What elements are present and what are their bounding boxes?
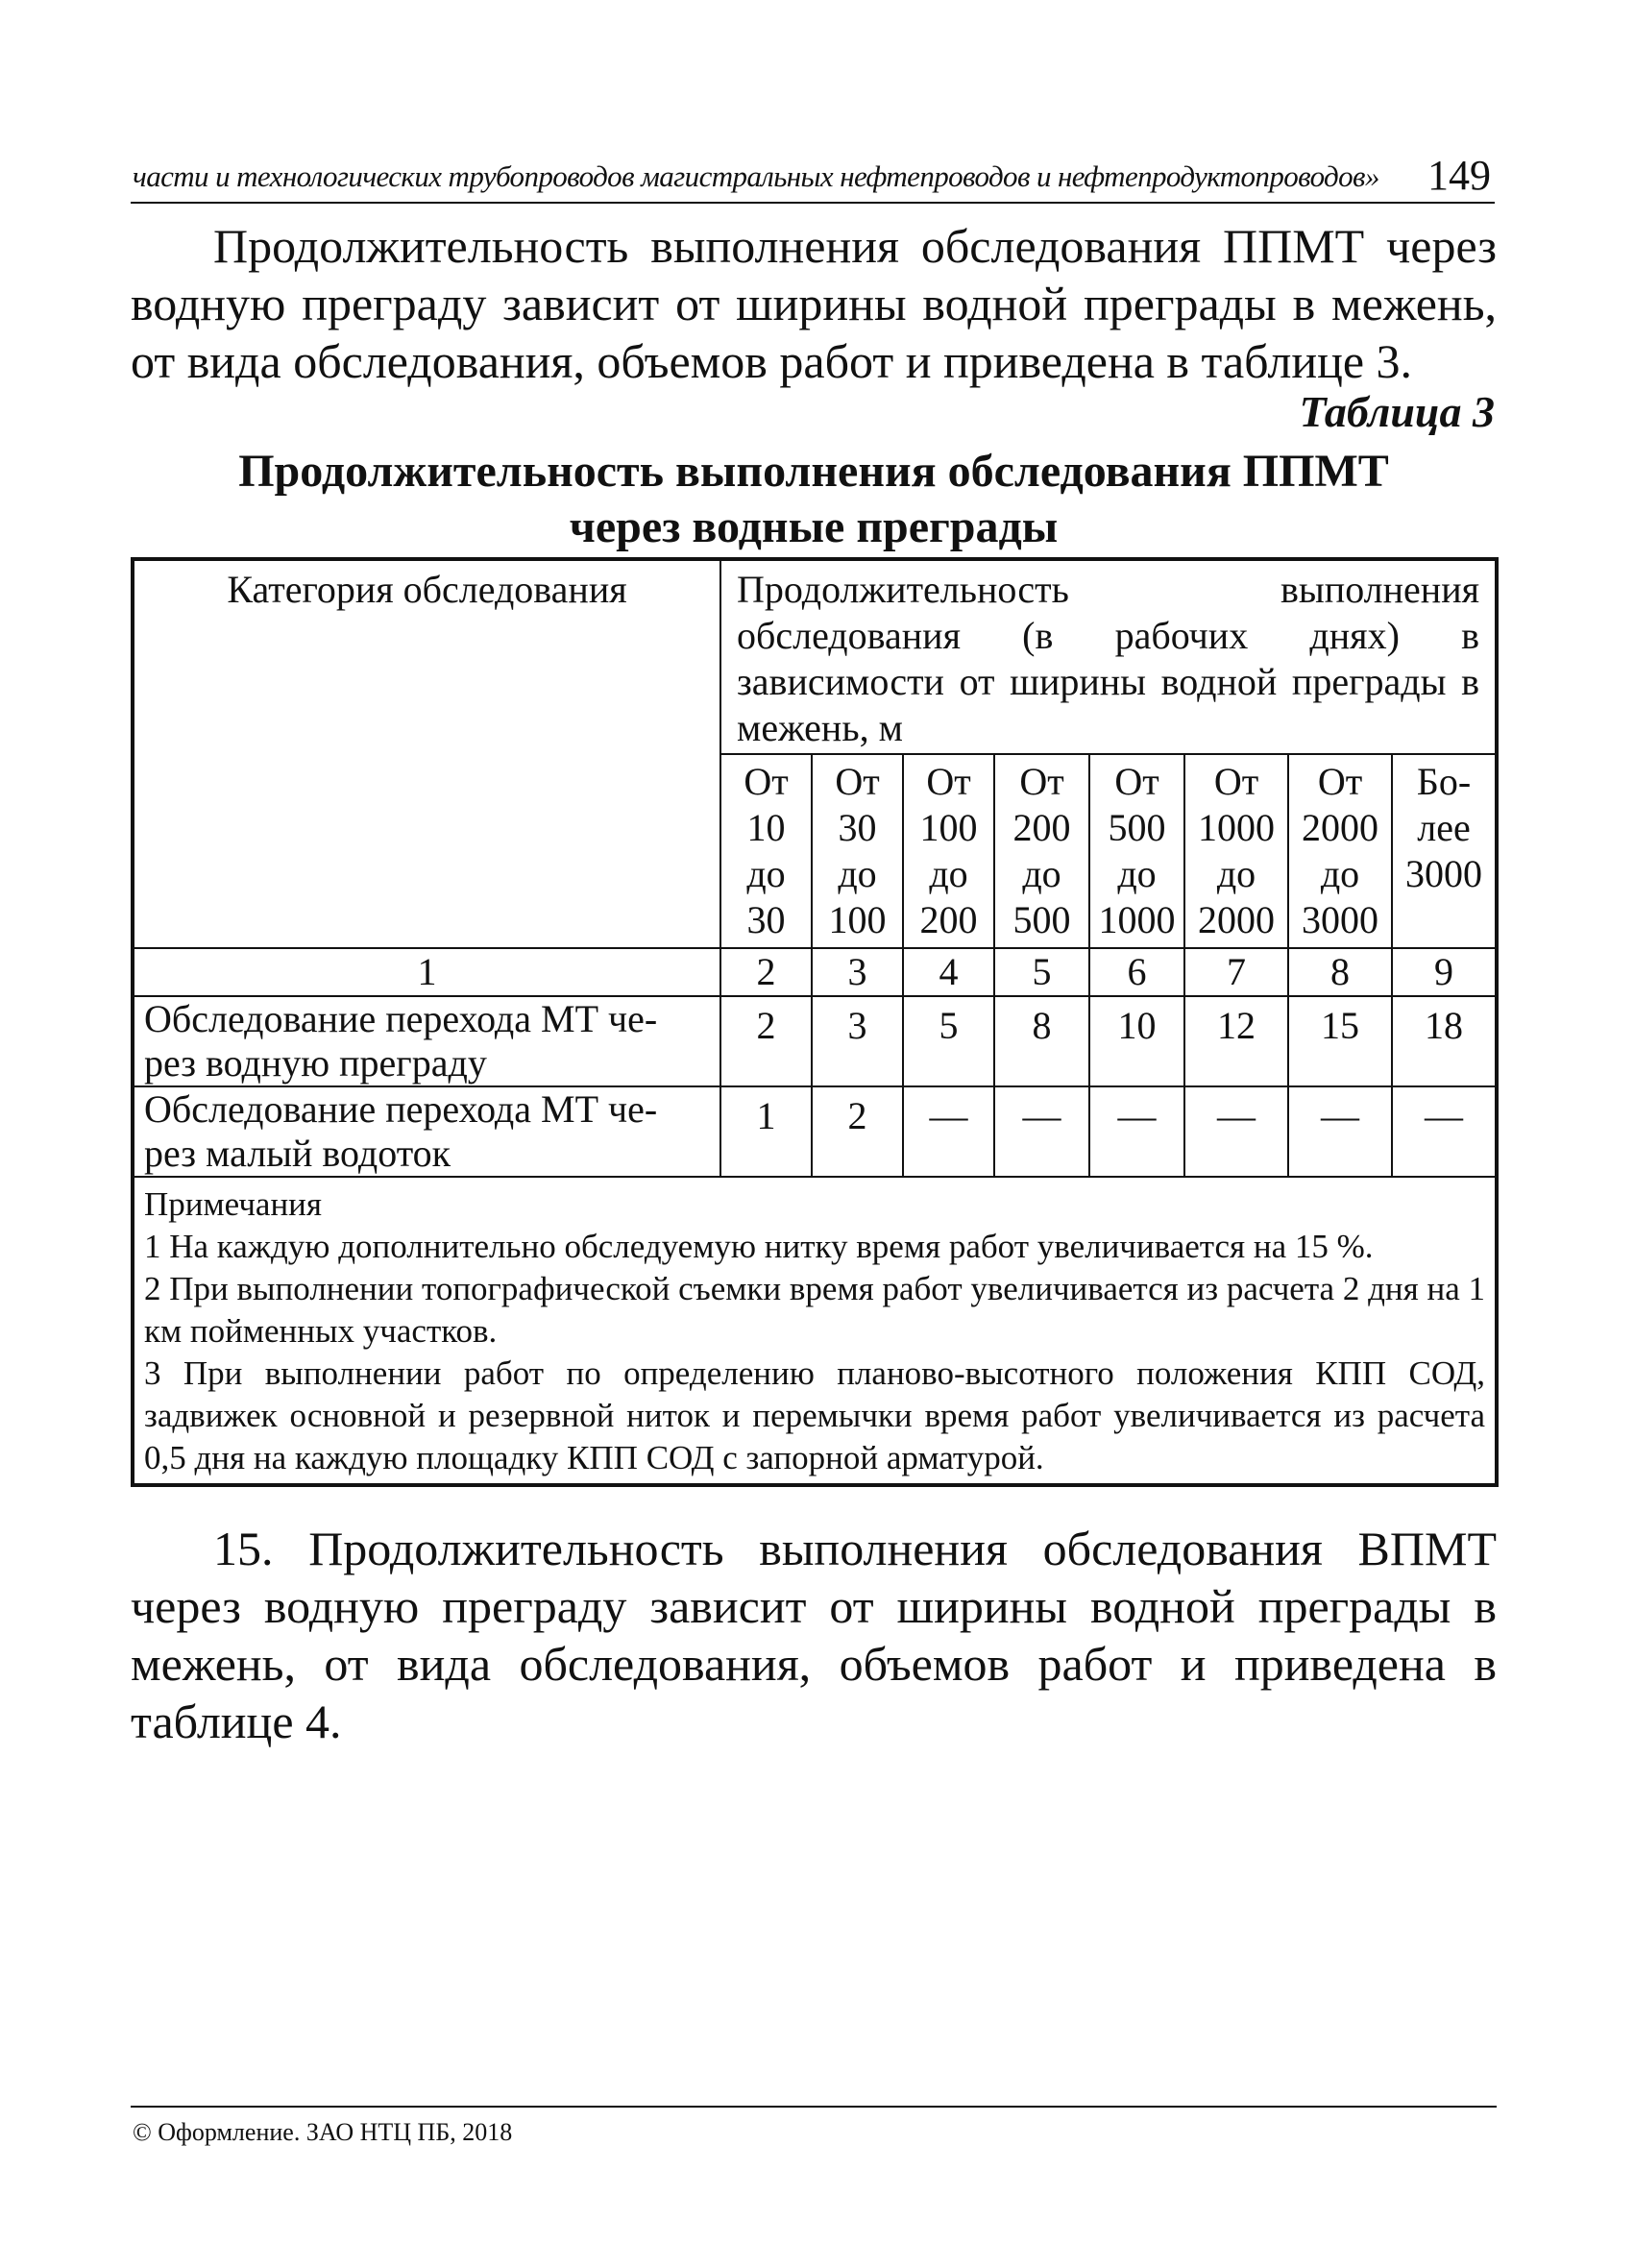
table-row — [133, 1086, 1497, 1177]
row-label: Обследование перехода МТ че- рез малый водоток — [133, 1086, 720, 1177]
table-label: Таблица 3 — [1299, 387, 1495, 436]
value-cell: 3 — [812, 996, 903, 1086]
value-cell: — — [1089, 1086, 1184, 1177]
range-cell: От 2000 до 3000 — [1288, 754, 1392, 948]
value-cell: 2 — [720, 996, 812, 1086]
value-cell: 5 — [903, 996, 994, 1086]
page-number: 149 — [1427, 152, 1491, 199]
column-number: 7 — [1184, 948, 1288, 996]
page-header — [131, 144, 1495, 204]
footer-copyright: © Оформление. ЗАО НТЦ ПБ, 2018 — [133, 2118, 513, 2146]
column-number: 6 — [1089, 948, 1184, 996]
column-number: 9 — [1392, 948, 1497, 996]
range-cell: От 100 до 200 — [903, 754, 994, 948]
column-number: 1 — [133, 948, 720, 996]
notes-row — [133, 1177, 1497, 1485]
value-cell: 12 — [1184, 996, 1288, 1086]
paragraph-1: Продолжительность выполнения обследования ППМТ через водную преграду зависит от ширины водной преграды в межень, от вида обследования, объемов работ и приведена в таблице 3. — [131, 219, 1497, 388]
column-number: 3 — [812, 948, 903, 996]
column-number: 8 — [1288, 948, 1392, 996]
column-number: 5 — [994, 948, 1089, 996]
value-cell: 8 — [994, 996, 1089, 1086]
running-title: части и технологических трубопроводов магистральных нефтепроводов и нефтепродуктопроводов» — [133, 159, 1379, 193]
footer-divider — [131, 2106, 1497, 2108]
table-title-line-1: Продолжительность выполнения обследования ППМТ — [238, 446, 1389, 497]
value-cell: — — [1288, 1086, 1392, 1177]
notes-title: Примечания — [144, 1185, 323, 1223]
column-number: 2 — [720, 948, 812, 996]
value-cell: 1 — [720, 1086, 812, 1177]
value-cell: — — [903, 1086, 994, 1177]
value-cell: — — [1392, 1086, 1497, 1177]
row-label: Обследование перехода МТ че- рез водную преграду — [133, 996, 720, 1086]
note-item: 2 При выполнении топографической съемки время работ увеличивается из расчета 2 дня на 1 км пойменных участков. — [144, 1270, 1485, 1350]
duration-table — [131, 557, 1499, 1487]
header-row — [133, 559, 1497, 754]
duration-header: Продолжительность выполнения обследования (в рабочих днях) в зависимости от ширины водной преграды в межень, м — [720, 559, 1497, 754]
note-item: 1 На каждую дополнительно обследуемую нитку время работ увеличивается на 15 %. — [144, 1228, 1374, 1265]
value-cell: — — [994, 1086, 1089, 1177]
value-cell: 2 — [812, 1086, 903, 1177]
column-number: 4 — [903, 948, 994, 996]
range-cell: От 500 до 1000 — [1089, 754, 1184, 948]
category-header: Категория обследования — [133, 559, 720, 948]
column-numbers-row — [133, 948, 1497, 996]
value-cell: 15 — [1288, 996, 1392, 1086]
paragraph-2: 15. Продолжительность выполнения обследования ВПМТ через водную преграду зависит от ширины водной преграды в межень, от вида обследования, объемов работ и приведена в таблице 4. — [131, 1522, 1497, 1748]
range-cell: Бо- лее 3000 — [1392, 754, 1497, 948]
table-row — [133, 996, 1497, 1086]
range-cell: От 200 до 500 — [994, 754, 1089, 948]
value-cell: 10 — [1089, 996, 1184, 1086]
table-notes — [133, 1177, 1497, 1485]
value-cell: — — [1184, 1086, 1288, 1177]
range-cell: От 30 до 100 — [812, 754, 903, 948]
table-title — [131, 444, 1497, 555]
table-title-line-2: через водные преграды — [569, 501, 1059, 552]
range-cell: От 1000 до 2000 — [1184, 754, 1288, 948]
note-item: 3 При выполнении работ по определению планово-высотного положения КПП СОД, задвижек основной и резервной ниток и перемычки время работ увеличивается из расчета 0,5 дня на каждую площадку КПП СОД с запорной арматурой. — [144, 1354, 1485, 1476]
range-cell: От 10 до 30 — [720, 754, 812, 948]
value-cell: 18 — [1392, 996, 1497, 1086]
